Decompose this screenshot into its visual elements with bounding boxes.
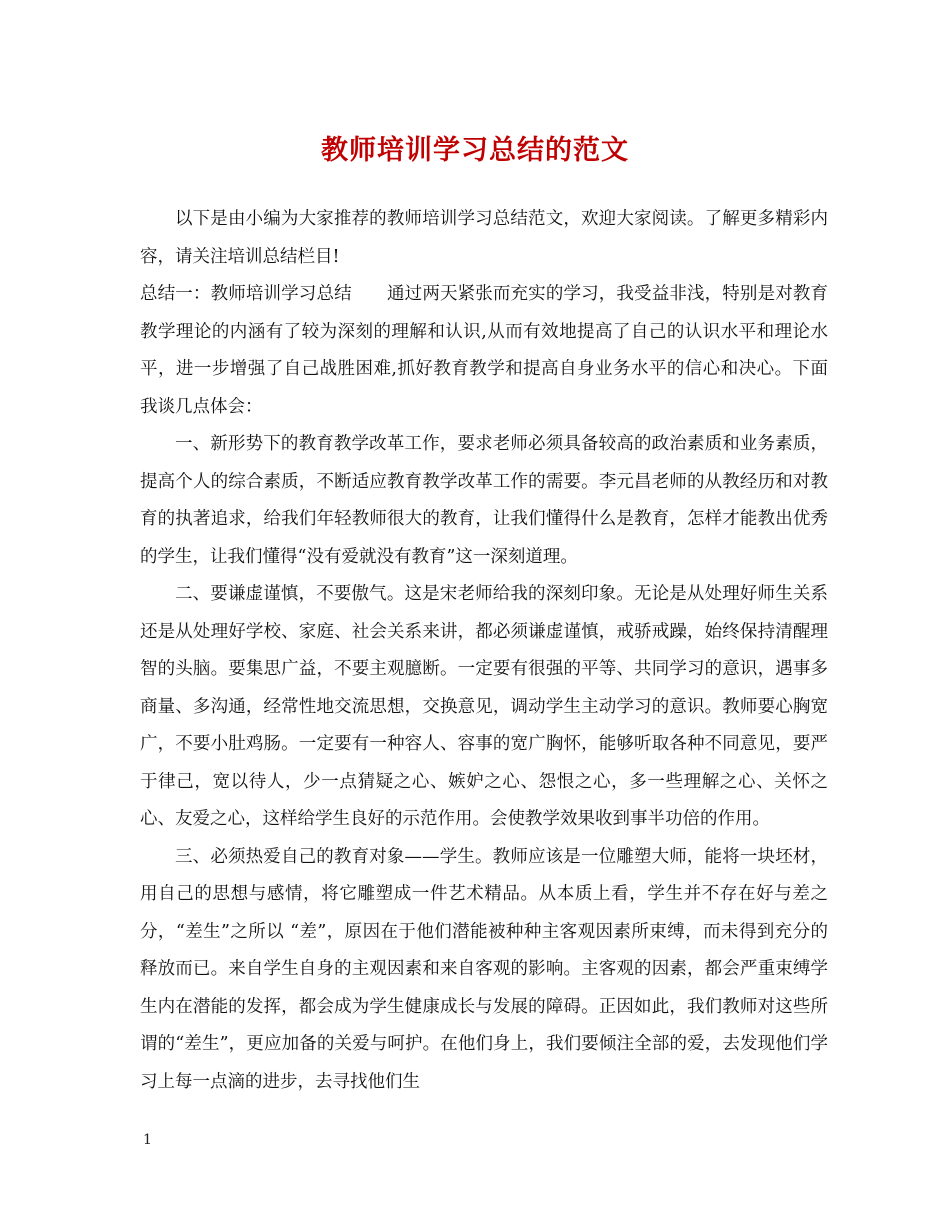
paragraph-point-two: 二、要谦虚谨慎，不要傲气。这是宋老师给我的深刻印象。无论是从处理好师生关系还是从处理好学校、家庭、社会关系来讲，都必须谦虚谨慎，戒骄戒躁，始终保持清醒理智的头脑。要集思广益，不要主观臆断。一定要有很强的平等、共同学习的意识，遇事多商量、多沟通，经常性地交流思想，交换意见，调动学生主动学习的意识。教师要心胸宽广，不要小肚鸡肠。一定要有一种容人、容事的宽广胸怀，能够听取各种不同意见，要严于律己，宽以待人，少一点猜疑之心、嫉妒之心、怨恨之心，多一些理解之心、关怀之心、友爱之心，这样给学生良好的示范作用。会使教学效果收到事半功倍的作用。	[140, 584, 828, 829]
paragraph-intro: 以下是由小编为大家推荐的教师培训学习总结范文，欢迎大家阅读。了解更多精彩内容，请关注培训总结栏目!	[140, 209, 828, 267]
paragraph-point-three: 三、必须热爱自己的教育对象——学生。教师应该是一位雕塑大师，能将一块坯材，用自己的思想与感情，将它雕塑成一件艺术精品。从本质上看，学生并不存在好与差之分，“差生”之所以 “差”，原因在于他们潜能被种种主客观因素所束缚，而未得到充分的释放而已。来自学生自身的主观因素和来自客观的影响。主客观的因素，都会严重束缚学生内在潜能的发挥，都会成为学生健康成长与发展的障碍。正因如此，我们教师对这些所谓的“差生”，更应加备的关爱与呵护。在他们身上，我们要倾注全部的爱，去发现他们学习上每一点滴的进步，去寻找他们生	[140, 846, 828, 1092]
paragraph-summary-one: 总结一：教师培训学习总结 通过两天紧张而充实的学习，我受益非浅，特别是对教育教学理论的内涵有了较为深刻的理解和认识,从而有效地提高了自己的认识水平和理论水平，进一步增强了自己战胜困难,抓好教育教学和提高自身业务水平的信心和决心。下面我谈几点体会：	[140, 284, 828, 417]
page-title: 教师培训学习总结的范文	[321, 135, 629, 166]
page-number: 1	[143, 1132, 152, 1148]
document-body	[140, 201, 828, 1101]
paragraph-point-one: 一、新形势下的教育教学改革工作，要求老师必须具备较高的政治素质和业务素质，提高个人的综合素质，不断适应教育教学改革工作的需要。李元昌老师的从教经历和对教育的执著追求，给我们年轻教师很大的教育，让我们懂得什么是教育，怎样才能教出优秀的学生，让我们懂得“没有爱就没有教育”这一深刻道理。	[140, 434, 828, 567]
